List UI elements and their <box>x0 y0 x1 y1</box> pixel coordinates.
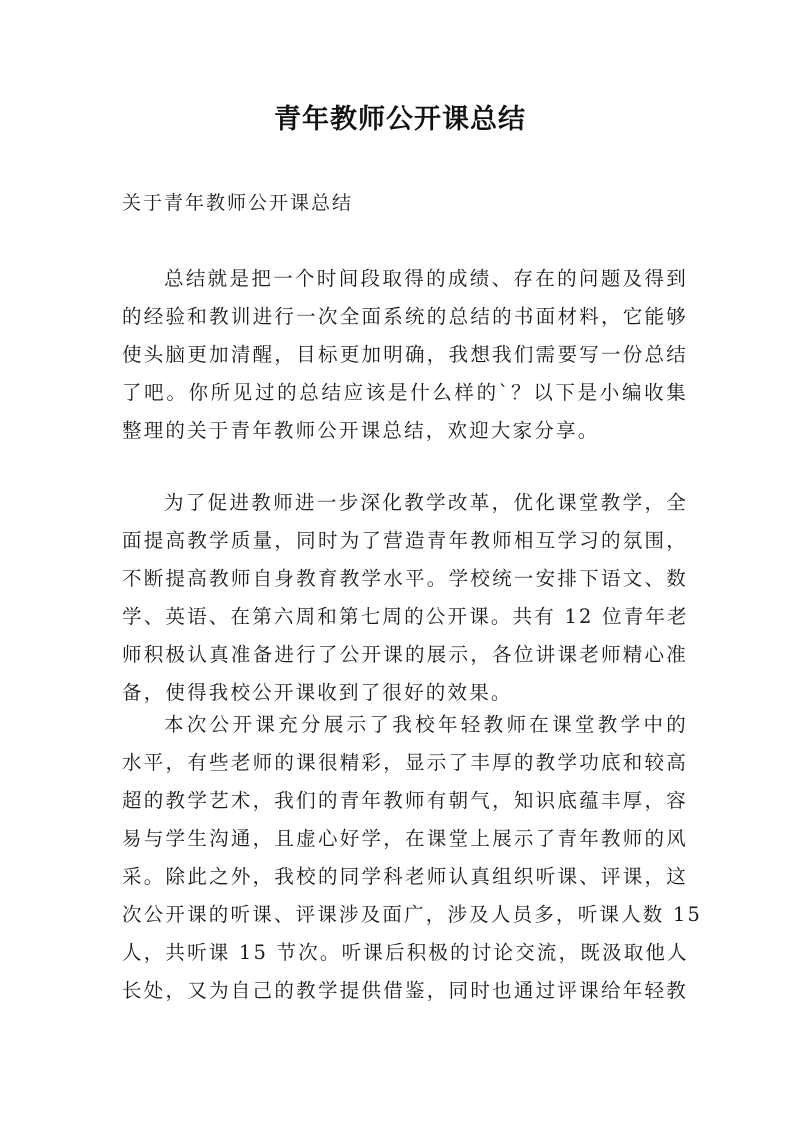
paragraph-line: 不断提高教师自身教育教学水平。学校统一安排下语文、数 <box>122 567 688 590</box>
paragraph-line: 使头脑更加清醒，目标更加明确，我想我们需要写一份总结 <box>122 343 688 366</box>
paragraph-line: 易与学生沟通，且虚心好学，在课堂上展示了青年教师的风 <box>122 827 688 850</box>
paragraph-intro <box>122 260 688 450</box>
paragraph-line: 采。除此之外，我校的同学科老师认真组织听课、评课，这 <box>122 865 688 888</box>
paragraph-results <box>122 706 703 1010</box>
paragraph-line: 长处，又为自己的教学提供借鉴，同时也通过评课给年轻教 <box>122 979 688 1002</box>
paragraph-background <box>122 484 688 712</box>
paragraph-line: 为了促进教师进一步深化教学改革，优化课堂教学，全 <box>164 491 688 514</box>
paragraph-line: 次公开课的听课、评课涉及面广，涉及人员多，听课人数 15 <box>122 903 703 926</box>
paragraph-line: 总结就是把一个时间段取得的成绩、存在的问题及得到 <box>164 267 688 290</box>
paragraph-line: 人，共听课 15 节次。听课后积极的讨论交流，既汲取他人 <box>122 941 689 964</box>
paragraph-line: 面提高教学质量，同时为了营造青年教师相互学习的氛围， <box>122 529 688 552</box>
paragraph-line: 水平，有些老师的课很精彩，显示了丰厚的教学功底和较高 <box>122 751 688 774</box>
paragraph-line: 备，使得我校公开课收到了很好的效果。 <box>122 681 513 704</box>
paragraph-line: 了吧。你所见过的总结应该是什么样的`？以下是小编收集 <box>122 381 688 404</box>
document-subtitle: 关于青年教师公开课总结 <box>122 192 354 214</box>
paragraph-line: 超的教学艺术，我们的青年教师有朝气，知识底蕴丰厚，容 <box>122 789 688 812</box>
paragraph-line: 的经验和教训进行一次全面系统的总结的书面材料，它能够 <box>122 305 688 328</box>
document-title: 青年教师公开课总结 <box>274 104 526 135</box>
paragraph-line: 本次公开课充分展示了我校年轻教师在课堂教学中的 <box>164 713 688 736</box>
paragraph-line: 师积极认真准备进行了公开课的展示，各位讲课老师精心准 <box>122 643 688 666</box>
paragraph-line: 学、英语、在第六周和第七周的公开课。共有 12 位青年老 <box>122 605 689 628</box>
paragraph-line: 整理的关于青年教师公开课总结，欢迎大家分享。 <box>122 419 600 442</box>
